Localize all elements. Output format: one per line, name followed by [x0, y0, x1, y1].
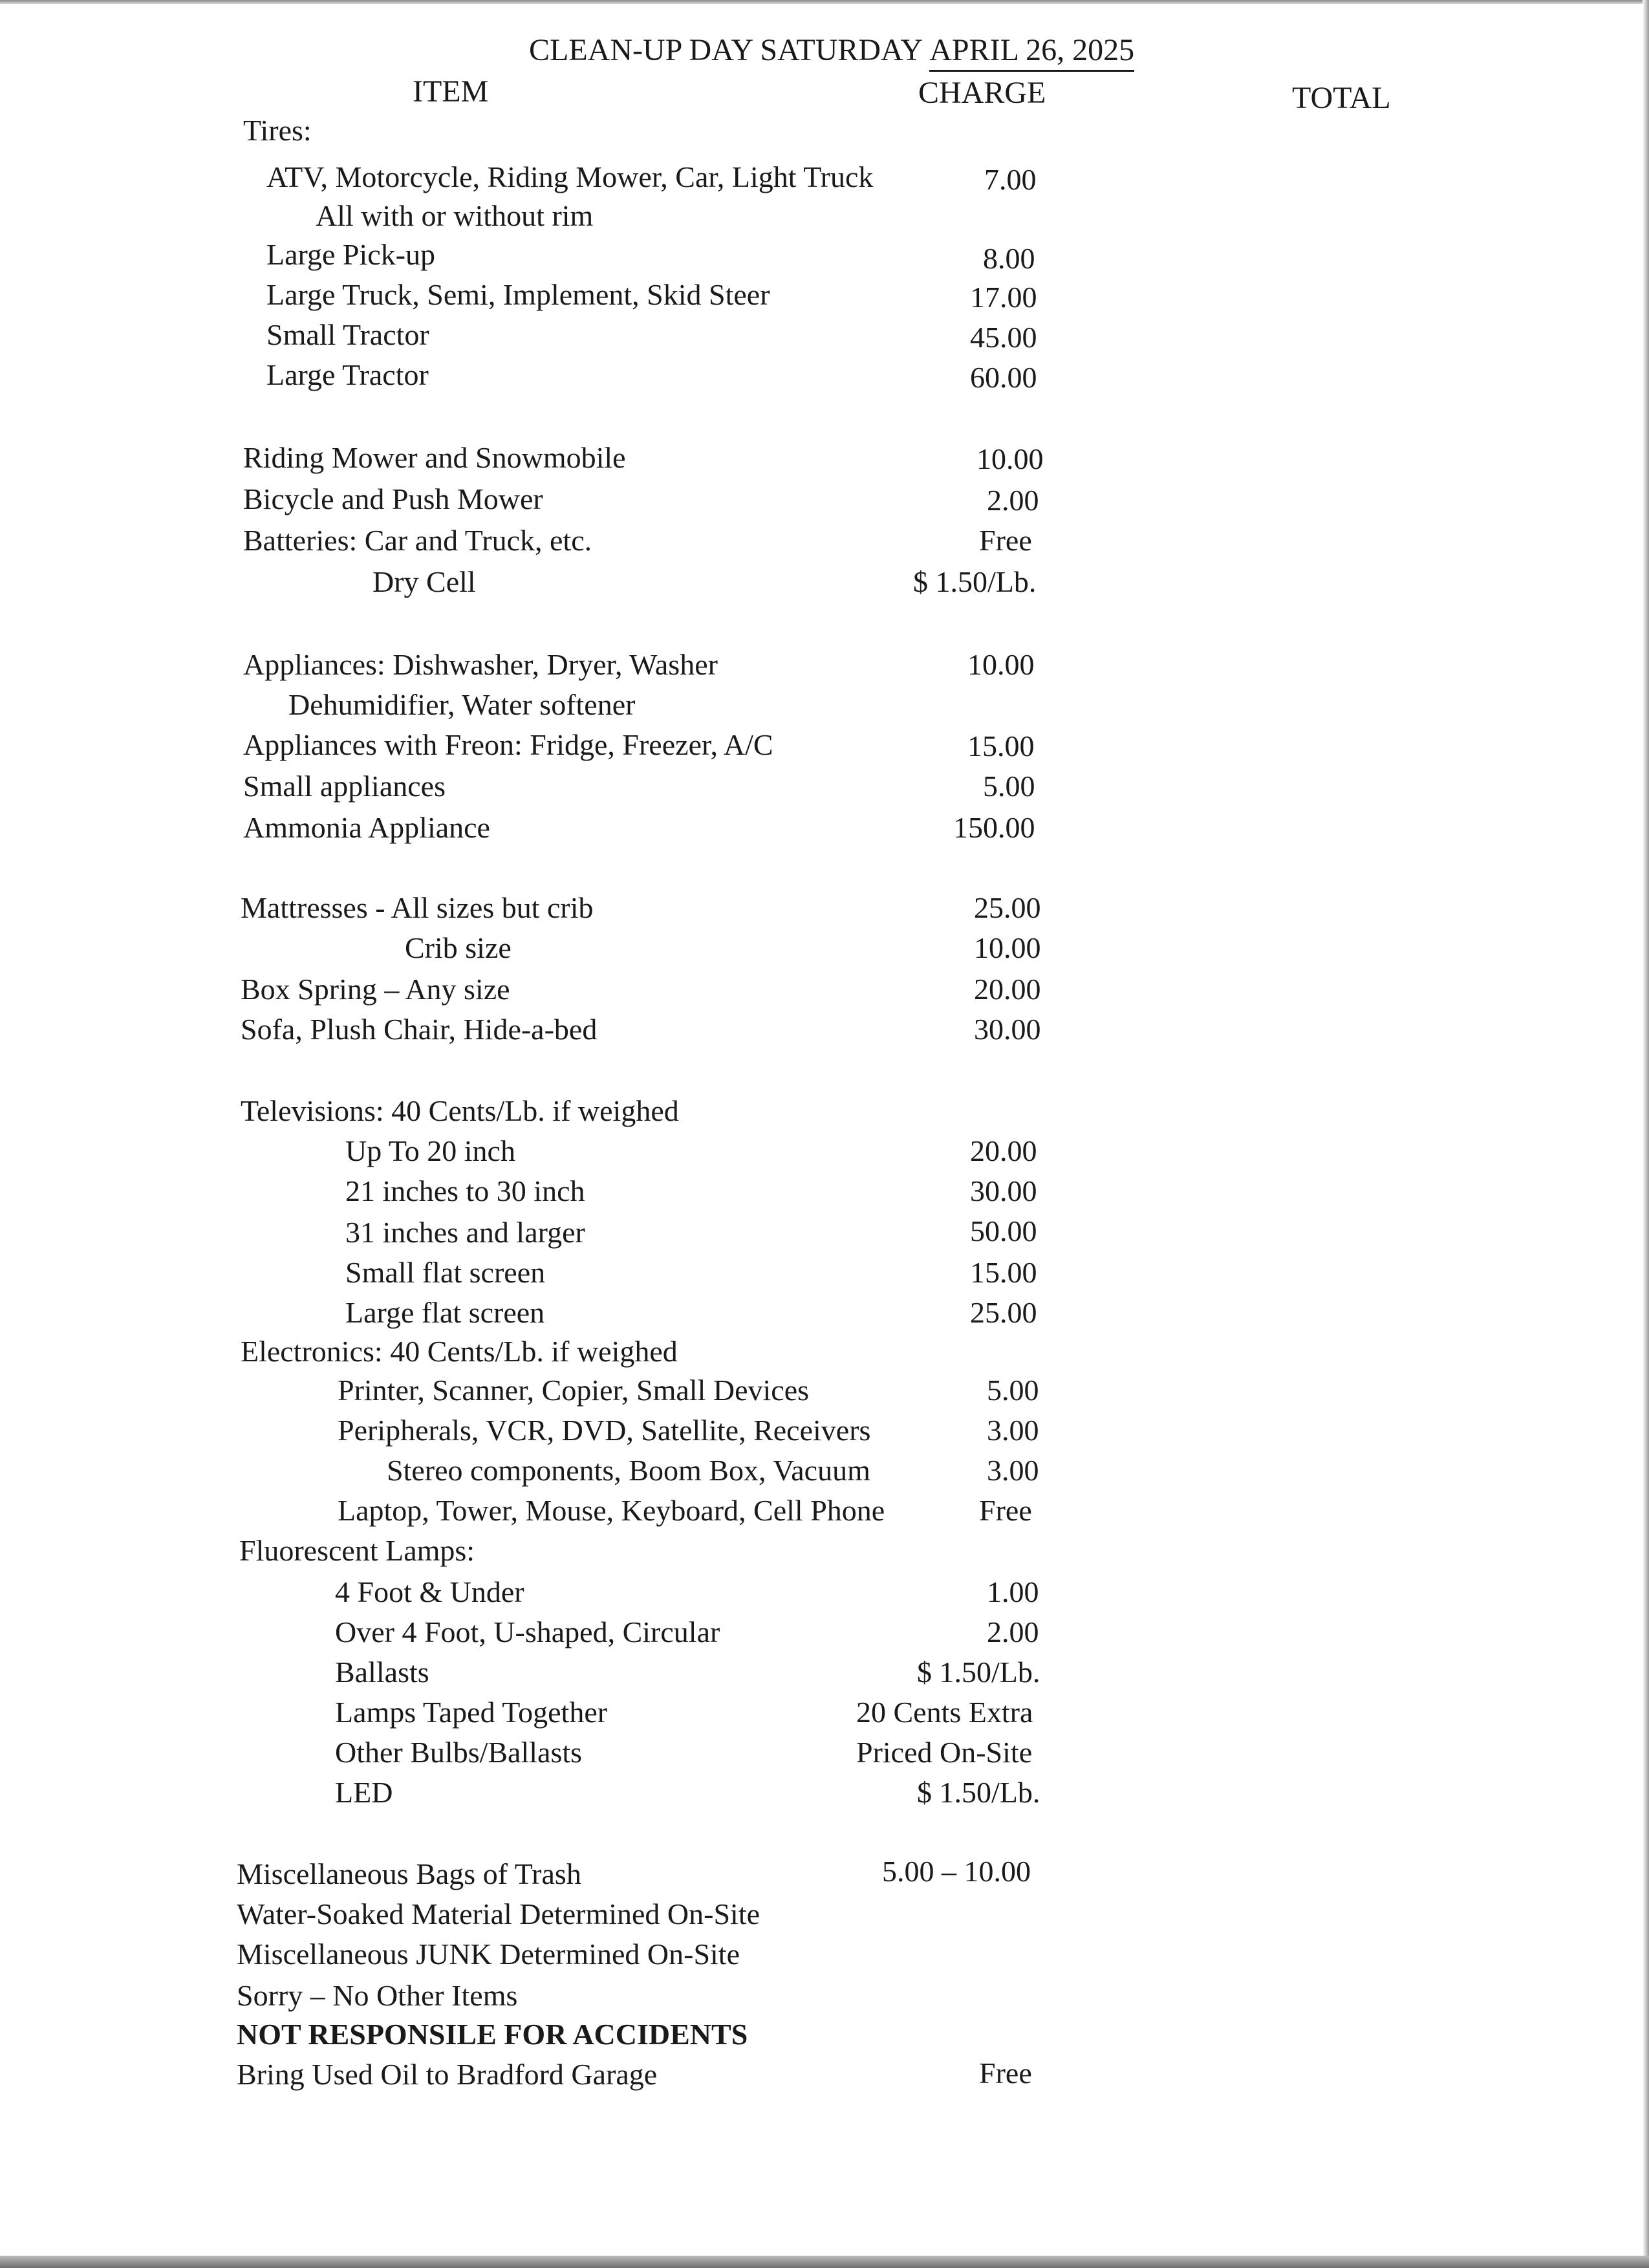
item-charge: 25.00: [974, 891, 1041, 924]
item-charge: 2.00: [987, 1615, 1039, 1648]
item-label: Mattresses - All sizes but crib: [241, 891, 594, 924]
item-note: Dehumidifier, Water softener: [288, 688, 636, 721]
item-label: Stereo components, Boom Box, Vacuum: [387, 1454, 870, 1487]
item-charge: 5.00: [987, 1374, 1039, 1407]
item-label: Large Truck, Semi, Implement, Skid Steer: [266, 278, 770, 311]
item-charge: Free: [979, 1494, 1032, 1527]
item-charge: 8.00: [983, 242, 1035, 275]
item-label: Ballasts: [335, 1656, 429, 1689]
item-label: Riding Mower and Snowmobile: [243, 441, 626, 474]
item-charge: 20 Cents Extra: [856, 1696, 1033, 1729]
item-charge: 15.00: [967, 729, 1035, 762]
column-header-total: TOTAL: [1292, 81, 1391, 115]
section-heading-electronics: Electronics: 40 Cents/Lb. if weighed: [241, 1335, 678, 1368]
item-label: Other Bulbs/Ballasts: [335, 1736, 583, 1769]
item-charge: 17.00: [970, 281, 1037, 314]
item-label: Bring Used Oil to Bradford Garage: [237, 2058, 658, 2091]
item-charge: 20.00: [974, 973, 1041, 1006]
item-label: Sorry – No Other Items: [237, 1979, 518, 2012]
item-charge: 10.00: [974, 931, 1041, 964]
item-charge: Free: [979, 2057, 1032, 2090]
item-label: LED: [335, 1776, 393, 1809]
item-label: Crib size: [405, 931, 512, 964]
item-charge: 5.00: [983, 770, 1035, 803]
title-date: APRIL 26, 2025: [929, 32, 1134, 72]
page-title: [529, 32, 1134, 72]
item-label: Lamps Taped Together: [335, 1696, 608, 1729]
item-label: Over 4 Foot, U-shaped, Circular: [335, 1615, 720, 1648]
item-label: Bicycle and Push Mower: [243, 482, 543, 515]
item-charge: $ 1.50/Lb.: [917, 1776, 1040, 1809]
item-label: Miscellaneous JUNK Determined On-Site: [237, 1938, 740, 1971]
item-charge: 5.00 – 10.00: [882, 1855, 1031, 1888]
item-charge: 25.00: [970, 1296, 1037, 1329]
scan-edge-right: [1643, 0, 1649, 2268]
item-charge: 2.00: [987, 484, 1039, 517]
scan-edge-top: [0, 0, 1649, 4]
item-label: Box Spring – Any size: [241, 973, 510, 1006]
item-charge: 150.00: [953, 811, 1035, 844]
item-label: Ammonia Appliance: [243, 811, 490, 844]
item-charge: 3.00: [987, 1454, 1039, 1487]
item-label: ATV, Motorcycle, Riding Mower, Car, Light Truck: [266, 160, 874, 193]
item-charge: Priced On-Site: [856, 1736, 1033, 1769]
item-charge: $ 1.50/Lb.: [917, 1656, 1040, 1689]
item-label: Laptop, Tower, Mouse, Keyboard, Cell Phone: [338, 1494, 885, 1527]
item-charge: 50.00: [970, 1215, 1037, 1247]
item-label: Batteries: Car and Truck, etc.: [243, 524, 592, 557]
section-heading-lamps: Fluorescent Lamps:: [239, 1534, 475, 1567]
item-charge: Free: [979, 524, 1032, 557]
item-label: Peripherals, VCR, DVD, Satellite, Receivers: [338, 1414, 871, 1447]
item-charge: 45.00: [970, 321, 1037, 354]
item-label: Printer, Scanner, Copier, Small Devices: [338, 1374, 810, 1407]
scan-edge-bottom: [0, 2256, 1649, 2268]
title-prefix: CLEAN-UP DAY SATURDAY: [529, 33, 922, 67]
item-label: Water-Soaked Material Determined On-Site: [237, 1897, 760, 1930]
item-label: Small appliances: [243, 770, 446, 803]
item-label: Appliances: Dishwasher, Dryer, Washer: [243, 648, 718, 681]
disclaimer: NOT RESPONSILE FOR ACCIDENTS: [237, 2018, 748, 2051]
item-note: All with or without rim: [316, 199, 594, 232]
column-header-charge: CHARGE: [918, 76, 1046, 110]
item-charge: $ 1.50/Lb.: [913, 565, 1037, 598]
item-label: Appliances with Freon: Fridge, Freezer, A/C: [243, 728, 773, 761]
item-charge: 10.00: [976, 442, 1044, 475]
item-charge: 7.00: [984, 163, 1037, 196]
item-label: 21 inches to 30 inch: [345, 1174, 585, 1207]
item-charge: 30.00: [974, 1013, 1041, 1046]
item-label: Up To 20 inch: [345, 1134, 515, 1167]
item-charge: 3.00: [987, 1414, 1039, 1447]
item-label: Dry Cell: [372, 565, 476, 598]
column-header-item: ITEM: [413, 74, 489, 109]
item-charge: 30.00: [970, 1174, 1037, 1207]
item-label: Large Pick-up: [266, 238, 436, 271]
item-label: Large Tractor: [266, 358, 429, 391]
item-charge: 10.00: [967, 648, 1035, 681]
item-label: Sofa, Plush Chair, Hide-a-bed: [241, 1013, 598, 1046]
item-label: 4 Foot & Under: [335, 1575, 524, 1608]
item-charge: 1.00: [987, 1575, 1039, 1608]
item-label: Small flat screen: [345, 1256, 546, 1289]
item-label: Large flat screen: [345, 1296, 545, 1329]
item-charge: 20.00: [970, 1134, 1037, 1167]
item-charge: 15.00: [970, 1256, 1037, 1289]
section-heading-tires: Tires:: [243, 114, 312, 147]
item-charge: 60.00: [970, 361, 1037, 394]
item-label: Miscellaneous Bags of Trash: [237, 1857, 581, 1890]
item-label: Small Tractor: [266, 318, 429, 351]
item-label: 31 inches and larger: [345, 1216, 585, 1249]
section-heading-televisions: Televisions: 40 Cents/Lb. if weighed: [241, 1094, 679, 1127]
